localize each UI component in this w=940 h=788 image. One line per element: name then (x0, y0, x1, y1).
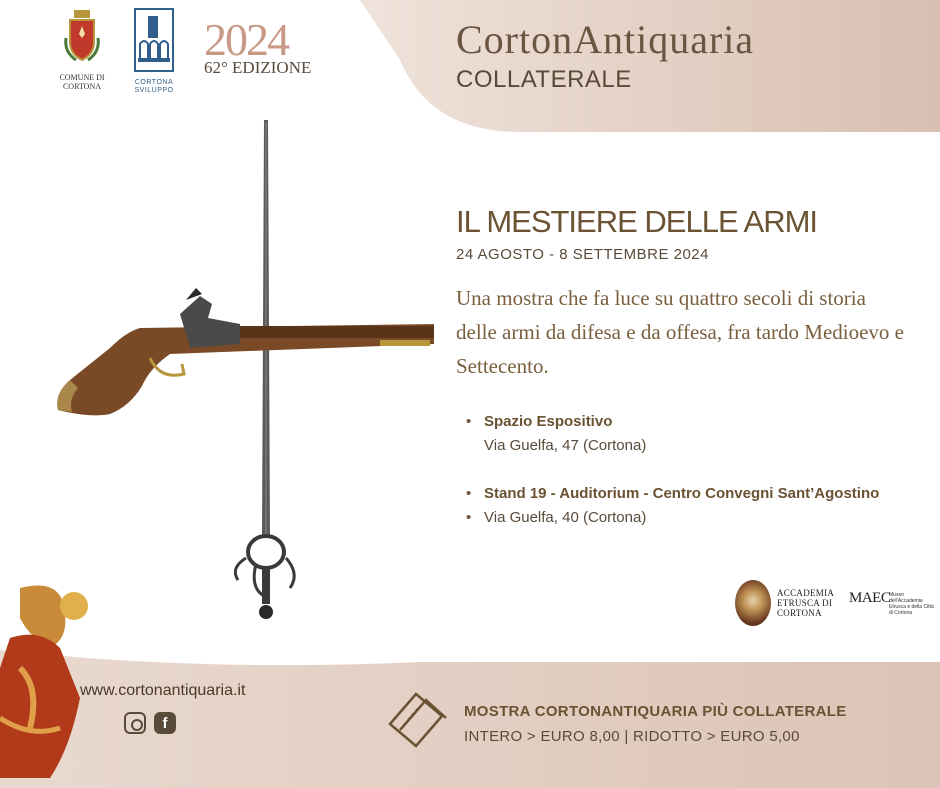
accademia-name: ACCADEMIA ETRUSCA DI CORTONA (777, 588, 834, 618)
venue-address: Via Guelfa, 47 (Cortona) (484, 437, 647, 454)
tickets-prices: INTERO > EURO 8,00 | RIDOTTO > EURO 5,00 (464, 728, 800, 745)
sviluppo-name: CORTONA SVILUPPO (134, 79, 174, 94)
header-logos (52, 8, 342, 98)
edition-mark (204, 14, 334, 78)
exhibition-title: IL MESTIERE DELLE ARMI (456, 204, 818, 239)
maec-name: MAEC (849, 590, 891, 606)
sponsor-logos (735, 578, 935, 630)
tickets-title: MOSTRA CORTONANTIQUARIA PIÙ COLLATERALE (464, 703, 847, 720)
brand-subtitle: COLLATERALE (456, 66, 632, 93)
facebook-icon[interactable]: f (154, 712, 176, 734)
edition-year: 2024 (204, 14, 288, 65)
venues-list (466, 410, 936, 530)
flintlock-pistol (57, 288, 434, 415)
sword-pommel (259, 605, 273, 619)
bullet-icon: • (466, 509, 472, 526)
sviluppo-logo (132, 8, 176, 95)
comune-name: COMUNE DI CORTONA (59, 73, 105, 91)
comune-logo (52, 8, 112, 91)
accademia-logo (735, 578, 845, 628)
exhibition-dates: 24 AGOSTO - 8 SETTEMBRE 2024 (456, 246, 709, 263)
venue-address-item (466, 506, 936, 530)
venue-name: Stand 19 - Auditorium - Centro Convegni Sant’Agostino (484, 485, 880, 502)
venue-item (466, 410, 936, 458)
exhibition (456, 204, 926, 383)
cloister-icon (134, 8, 174, 72)
sword-grip (262, 568, 270, 604)
venue-item (466, 482, 936, 506)
edition-label: 62° EDIZIONE (204, 58, 312, 77)
social-links (124, 712, 184, 738)
exhibition-description: Una mostra che fa luce su quattro secoli di storia delle armi da difesa e da offesa, fra tardo Medioevo e Settecento. (456, 286, 904, 378)
brand-title: CortonAntiquaria (456, 17, 755, 62)
sword-guard (248, 536, 284, 568)
seal-icon (735, 580, 771, 626)
venue-name: Spazio Espositivo (484, 413, 613, 430)
venue-address: Via Guelfa, 40 (Cortona) (484, 509, 647, 526)
angel-illustration (0, 578, 110, 778)
coat-of-arms-icon (62, 8, 102, 64)
maec-subtitle: Museo dell’Accademia Etrusca e della Città di Cortona (889, 592, 934, 616)
maec-logo (849, 590, 939, 616)
bullet-icon: • (466, 413, 472, 430)
brand (456, 18, 754, 94)
instagram-icon[interactable] (124, 712, 146, 734)
ticket-icon (386, 686, 450, 754)
bullet-icon: • (466, 485, 472, 502)
tickets-info (464, 703, 847, 745)
website-link[interactable]: www.cortonantiquaria.it (80, 682, 246, 699)
sword-pistol-illustration (50, 118, 450, 630)
